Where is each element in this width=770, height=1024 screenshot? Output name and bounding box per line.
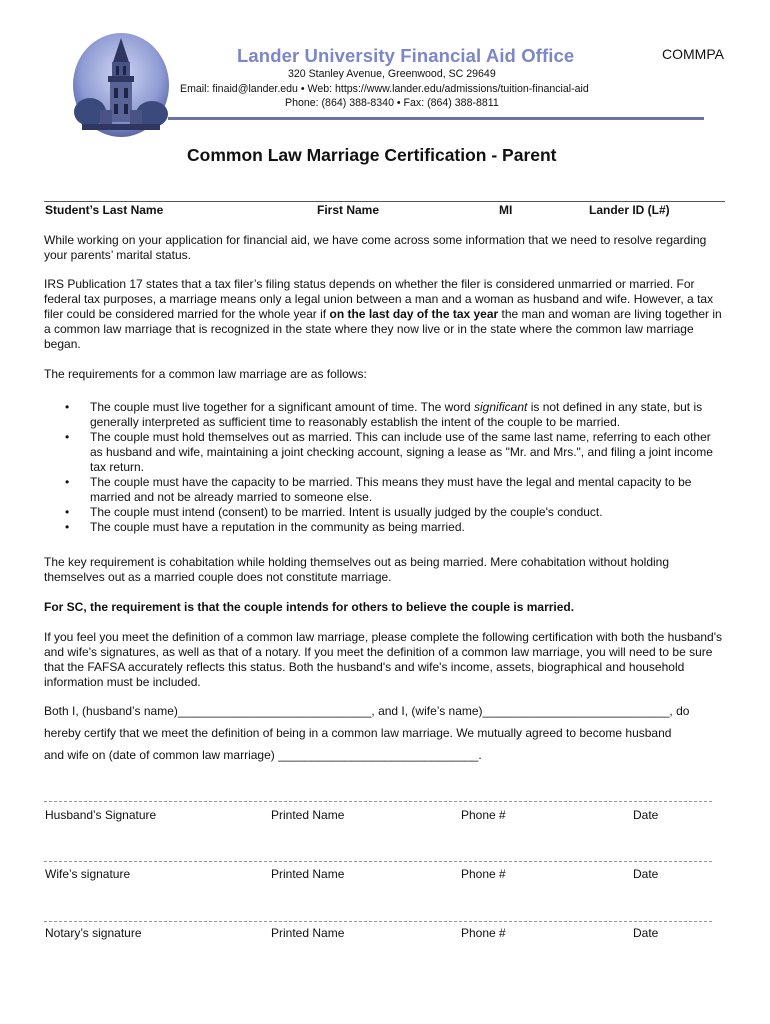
requirements-list (61, 400, 725, 535)
husband-signature-label: Husband’s Signature (45, 808, 157, 822)
certification-statement: hereby certify that we meet the definition of being in a common law marriage. We mutually agreed to become husband (44, 726, 672, 740)
notary-signature-label: Notary’s signature (45, 926, 142, 940)
first-name-label: First Name (317, 203, 380, 217)
middle-initial-label: MI (499, 203, 513, 217)
intro-paragraph: While working on your application for financial aid, we have come across some information that we need to resolve regarding your parents’ marital status. (44, 233, 707, 262)
date-label: Date (633, 926, 659, 940)
requirements-intro: The requirements for a common law marriage are as follows: (44, 367, 367, 381)
sc-requirement-paragraph: For SC, the requirement is that the couple intends for others to believe the couple is married. (44, 600, 575, 614)
printed-name-label: Printed Name (271, 808, 345, 822)
phone-label: Phone # (461, 808, 506, 822)
form-code: COMMPA (662, 46, 724, 62)
date-label: Date (633, 808, 659, 822)
printed-name-label: Printed Name (271, 926, 345, 940)
phone-label: Phone # (461, 867, 506, 881)
husband-signature-line[interactable] (44, 801, 712, 802)
header-divider (168, 117, 704, 120)
irs-paragraph: IRS Publication 17 states that a tax filer’s filing status depends on whether the filer is considered unmarried or married. For federal tax purposes, a marriage means only a legal union between a man and a woman as husband and wife. However, a tax filer could be considered married for the whole year if on the last day of the tax year the man and woman are living together in a common law marriage that is recognized in the state where they now live or in the state where the common law marriage began. (44, 277, 722, 351)
list-item: • The couple must have a reputation in the community as being married. (61, 520, 725, 535)
student-info-line[interactable] (44, 201, 725, 202)
document-title: Common Law Marriage Certification - Parent (187, 145, 557, 165)
instructions-paragraph: If you feel you meet the definition of a common law marriage, please complete the following certification with both the husband's and wife's signatures, as well as that of a notary. If you meet the definition of a common law marriage, you will need to be sure that the FAFSA accurately reflects this status. Both the husband's and wife's income, assets, biographical and household information must be included. (44, 630, 722, 689)
list-item: • The couple must intend (consent) to be married. Intent is usually judged by the couple's conduct. (61, 505, 725, 520)
student-last-name-label: Student’s Last Name (45, 203, 164, 217)
wife-signature-label: Wife’s signature (45, 867, 131, 881)
wife-signature-line[interactable] (44, 861, 712, 862)
printed-name-label: Printed Name (271, 867, 345, 881)
list-item: • The couple must live together for a significant amount of time. The word significant is not defined in any state, but is generally interpreted as sufficient time to reasonably establish the intent of the couple to be married. (61, 400, 725, 430)
date-label: Date (633, 867, 659, 881)
university-logo (72, 32, 170, 138)
certification-date-line[interactable]: and wife on (date of common law marriage) ______________________________. (44, 748, 482, 762)
key-requirement-paragraph: The key requirement is cohabitation while holding themselves out as being married. Mere cohabitation without holding themselves out as a married couple does not constitute marriage. (44, 555, 670, 584)
list-item: • The couple must have the capacity to be married. This means they must have the legal and mental capacity to be married and not be already married to someone else. (61, 475, 725, 505)
office-email-web: Email: finaid@lander.edu • Web: https://www.lander.edu/admissions/tuition-financial-aid (180, 83, 589, 95)
certification-names-line[interactable]: Both I, (husband’s name)_____________________________, and I, (wife’s name)____________________________, do (44, 704, 690, 718)
phone-label: Phone # (461, 926, 506, 940)
list-item: • The couple must hold themselves out as married. This can include use of the same last name, referring to each other as husband and wife, maintaining a joint checking account, signing a lease as "Mr. and Mrs.", and filing a joint income tax return. (61, 430, 725, 475)
office-phone-fax: Phone: (864) 388-8340 • Fax: (864) 388-8811 (285, 97, 499, 109)
lander-id-label: Lander ID (L#) (589, 203, 670, 217)
office-address: 320 Stanley Avenue, Greenwood, SC 29649 (288, 68, 496, 80)
office-name: Lander University Financial Aid Office (237, 45, 575, 66)
tax-year-emphasis: on the last day of the tax year (329, 307, 499, 321)
notary-signature-line[interactable] (44, 921, 712, 922)
